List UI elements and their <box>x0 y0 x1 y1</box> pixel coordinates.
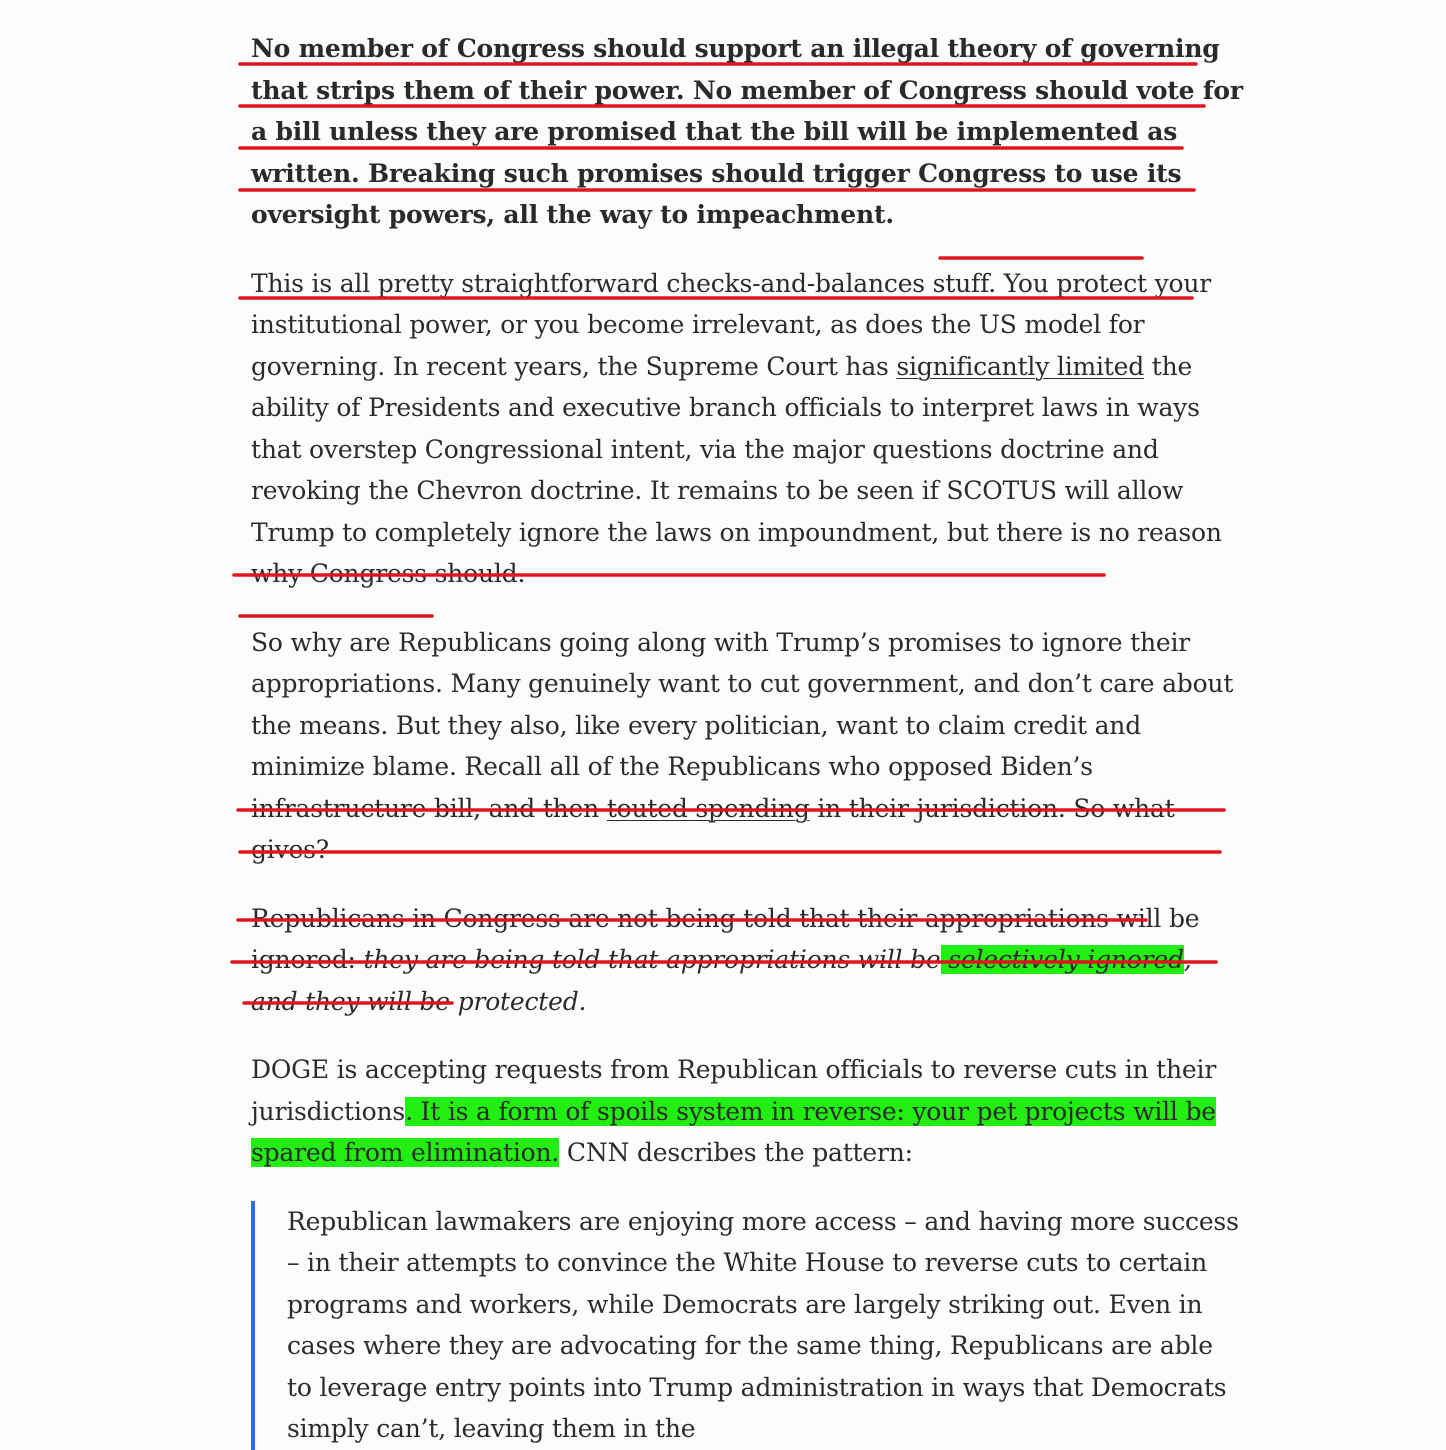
paragraph-2 <box>251 263 1243 595</box>
paragraph-5-text-a: DOGE is accepting requests from Republican officials to reverse cuts in their jurisdictions <box>251 1055 1217 1126</box>
paragraph-2-text-a: This is all pretty straightforward checks-and-balances stuff. You protect your institutional power, or you become irrelevant, as does the US model for governing. In recent years, the Supreme Court has <box>251 268 1212 381</box>
highlight-spoils-system: . It is a form of spoils system in reverse: your pet projects will be spared from elimination. <box>251 1096 1216 1167</box>
cnn-blockquote <box>251 1201 1243 1450</box>
paragraph-4 <box>251 898 1243 1023</box>
link-significantly-limited[interactable]: significantly limited <box>896 351 1145 381</box>
article-body <box>251 28 1243 1450</box>
paragraph-5-text-b: CNN describes the pattern: <box>559 1138 913 1167</box>
blockquote-text: Republican lawmakers are enjoying more access – and having more success – in their attempts to convince the White House to reverse cuts to certain programs and workers, while Democrats are largely striking out. Even in cases where they are advocating for the same thing, Republicans are able to leverage entry points into Trump administration in ways that Democrats simply can’t, leaving them in the <box>287 1206 1239 1443</box>
paragraph-2-text-b: the ability of Presidents and executive branch officials to interpret laws in ways that overstep Congressional intent, via the major questions doctrine and revoking the Chevron doctrine. It remains to be seen if SCOTUS will allow Trump to completely ignore the laws on impoundment, but there is no reason why Congress should. <box>251 351 1222 588</box>
paragraph-3-text-b: in their jurisdiction. So what gives? <box>251 793 1175 864</box>
paragraph-4-emphasis-b: , and they will be protected. <box>251 945 1192 1016</box>
paragraph-1-text: No member of Congress should support an illegal theory of governing that strips them of their power. No member of Congress should vote for a bill unless they are promised that the bill will be implemented as written. Breaking such promises should trigger Congress to use its oversight powers, all the way to impeachment. <box>251 34 1243 229</box>
paragraph-3 <box>251 622 1243 871</box>
paragraph-4-emphasis <box>251 945 1192 1016</box>
paragraph-4-text-a: Republicans in Congress are not being told that their appropriations will be ignored: <box>251 903 1200 974</box>
paragraph-1 <box>251 28 1243 236</box>
paragraph-4-emphasis-a: they are being told that appropriations will be <box>363 945 941 974</box>
link-touted-spending[interactable]: touted spending <box>606 793 810 823</box>
highlight-selectively-ignored: selectively ignored <box>940 945 1184 974</box>
paragraph-5 <box>251 1049 1243 1174</box>
paragraph-3-text-a: So why are Republicans going along with Trump’s promises to ignore their appropriations. Many genuinely want to cut government, and don’t care about the means. But they also, like every politician, want to claim credit and minimize blame. Recall all of the Republicans who opposed Biden’s infrastructure bill, and then <box>251 627 1234 823</box>
